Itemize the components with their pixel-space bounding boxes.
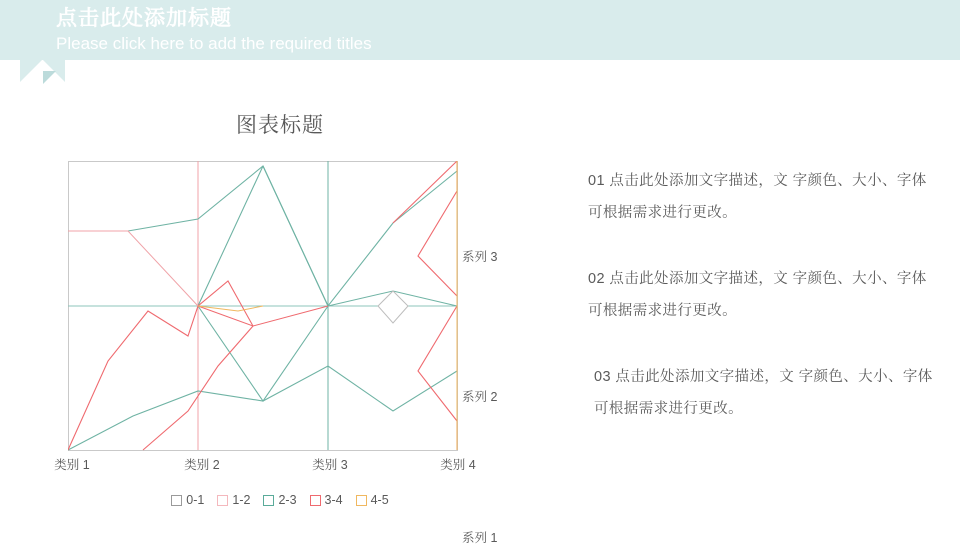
legend-label: 0-1 <box>186 493 205 507</box>
wire-red-right-lower <box>418 306 457 450</box>
legend-label: 3-4 <box>324 493 343 507</box>
axis-label-series-3: 系列 3 <box>462 250 498 264</box>
legend-swatch-icon <box>263 495 274 506</box>
wire-teal-top <box>68 166 457 306</box>
category-label-3: 类别 3 <box>312 458 348 472</box>
marker-diamond <box>378 291 408 323</box>
legend-item[interactable] <box>356 493 389 507</box>
legend-swatch-icon <box>310 495 321 506</box>
wire-pink-upper-left <box>68 231 198 306</box>
axis-label-series-2: 系列 2 <box>462 390 498 404</box>
surface-chart-svg <box>68 161 458 451</box>
chart-title: 图表标题 <box>236 114 324 137</box>
wire-red-right <box>393 161 457 296</box>
chart-legend <box>0 493 560 507</box>
legend-swatch-icon <box>356 495 367 506</box>
legend-item[interactable] <box>217 493 250 507</box>
category-label-4: 类别 4 <box>440 458 476 472</box>
page-title-cn: 点击此处添加标题 <box>56 7 232 30</box>
legend-swatch-icon <box>171 495 182 506</box>
category-label-1: 类别 1 <box>54 458 90 472</box>
wire-amber-mid <box>198 306 263 311</box>
description-paragraph-02: 02 点击此处添加文字描述，文 字颜色、大小、字体可根据需求进行更改。 <box>588 271 927 319</box>
category-axis <box>0 455 560 475</box>
chart-container <box>0 95 560 545</box>
legend-item[interactable] <box>171 493 204 507</box>
legend-swatch-icon <box>217 495 228 506</box>
legend-label: 1-2 <box>232 493 251 507</box>
category-label-2: 类别 2 <box>184 458 220 472</box>
chart-plot-area <box>68 161 458 451</box>
description-paragraph-01: 01 点击此处添加文字描述，文 字颜色、大小、字体可根据需求进行更改。 <box>588 173 927 221</box>
wire-teal-bottom <box>68 366 457 450</box>
axis-label-series-1: 系列 1 <box>462 531 498 545</box>
legend-label: 4-5 <box>370 493 389 507</box>
description-paragraph-03: 03 点击此处添加文字描述，文 字颜色、大小、字体可根据需求进行更改。 <box>594 369 933 417</box>
wire-red-mid <box>198 306 328 326</box>
legend-item[interactable] <box>310 493 343 507</box>
page-title-en: Please click here to add the required titles <box>56 34 372 53</box>
decorative-triangle-c <box>43 71 56 84</box>
header-titles <box>56 6 756 56</box>
description-column <box>588 165 940 425</box>
decorative-triangle-a <box>20 60 42 82</box>
wire-teal-diamond <box>198 166 328 401</box>
legend-item[interactable] <box>263 493 296 507</box>
legend-label: 2-3 <box>278 493 297 507</box>
